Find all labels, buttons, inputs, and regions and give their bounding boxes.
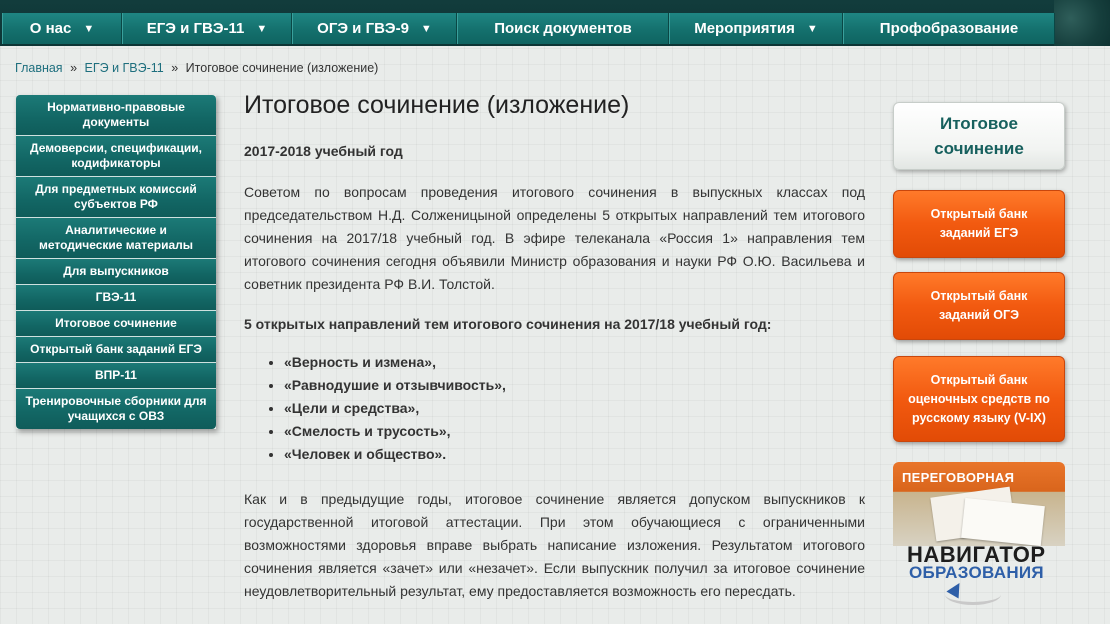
chevron-down-icon: ▼ xyxy=(806,22,818,35)
sidebar-item-essay[interactable]: Итоговое сочинение xyxy=(16,311,216,337)
open-bank-ege-button[interactable] xyxy=(893,190,1065,258)
list-item: • «Человек и общество». xyxy=(284,443,865,466)
directions-list xyxy=(244,351,865,466)
sidebar-item-normative[interactable]: Нормативно-правовые документы xyxy=(16,95,216,136)
nav-item-ege[interactable] xyxy=(122,13,292,44)
breadcrumb-separator: » xyxy=(171,61,179,75)
sidebar-menu xyxy=(16,95,216,429)
sidebar-item-open-bank-ege[interactable]: Открытый банк заданий ЕГЭ xyxy=(16,337,216,363)
sidebar-item-vpr11[interactable]: ВПР-11 xyxy=(16,363,216,389)
nav-item-label: Мероприятия xyxy=(694,20,795,37)
banner-photo xyxy=(893,462,1065,546)
sidebar-item-analytics[interactable]: Аналитические и методические материалы xyxy=(16,218,216,259)
breadcrumb-current: Итоговое сочинение (изложение) xyxy=(185,61,379,75)
nav-item-search-docs[interactable] xyxy=(457,13,669,44)
chevron-down-icon: ▼ xyxy=(420,22,432,35)
nav-item-label: ЕГЭ и ГВЭ-11 xyxy=(146,20,245,37)
breadcrumb-separator: » xyxy=(70,61,78,75)
breadcrumb-home[interactable]: Главная xyxy=(15,61,63,75)
list-item: • «Цели и средства», xyxy=(284,397,865,420)
main-content xyxy=(244,88,865,603)
sidebar-item-ovz[interactable]: Тренировочные сборники для учащихся с ОВЗ xyxy=(16,389,216,429)
nav-item-label: Профобразование xyxy=(879,20,1019,37)
nav-item-label: ОГЭ и ГВЭ-9 xyxy=(317,20,409,37)
button-label: Открытый банк заданий ЕГЭ xyxy=(930,207,1028,240)
sidebar-item-demo[interactable]: Демоверсии, спецификации, кодификаторы xyxy=(16,136,216,177)
closing-paragraph: Как и в предыдущие годы, итоговое сочинение является допуском выпускников к государственной итоговой аттестации. При этом обучающиеся с ограниченными возможностями здоровья вправе выбрать написание изложения. Результатом итогового сочинения является «зачет» или «незачет». Если выпускник получил за итоговое сочинение неудовлетворительный результат, ему предоставляется возможность его пересдать. xyxy=(244,491,865,599)
essay-banner-label: Итоговое сочинение xyxy=(934,114,1024,158)
nav-item-events[interactable] xyxy=(669,13,843,44)
list-item: • «Верность и измена», xyxy=(284,351,865,374)
chevron-down-icon: ▼ xyxy=(256,22,268,35)
year-heading: 2017-2018 учебный год xyxy=(244,143,403,159)
chevron-down-icon: ▼ xyxy=(83,22,95,35)
breadcrumb-section[interactable]: ЕГЭ и ГВЭ-11 xyxy=(84,61,164,75)
nav-item-label: Поиск документов xyxy=(494,20,632,37)
page-title: Итоговое сочинение (изложение) xyxy=(244,91,630,119)
essay-banner-button[interactable] xyxy=(893,102,1065,170)
nav-item-about[interactable] xyxy=(2,13,122,44)
list-item: • «Смелость и трусость», xyxy=(284,420,865,443)
nav-item-oge[interactable] xyxy=(292,13,457,44)
breadcrumb xyxy=(15,61,378,75)
directions-heading: 5 открытых направлений тем итогового сочинения на 2017/18 учебный год: xyxy=(244,316,772,332)
nav-item-prof[interactable] xyxy=(843,13,1055,44)
sidebar-item-gve11[interactable]: ГВЭ-11 xyxy=(16,285,216,311)
button-label: Открытый банк оценочных средств по русскому языку (V-IX) xyxy=(908,372,1050,425)
nav-item-label: О нас xyxy=(29,20,72,37)
top-bar xyxy=(0,0,1110,46)
banner-title-line1: НАВИГАТОР xyxy=(907,542,1046,567)
open-bank-oge-button[interactable] xyxy=(893,272,1065,340)
main-nav xyxy=(2,13,1055,44)
header-decoration xyxy=(1054,0,1110,46)
banner-label: ПЕРЕГОВОРНАЯ xyxy=(902,470,1015,485)
navigator-banner[interactable] xyxy=(893,462,1065,612)
right-column xyxy=(893,102,1065,442)
banner-title-line2: ОБРАЗОВАНИЯ xyxy=(909,563,1044,582)
open-bank-russian-button[interactable] xyxy=(893,356,1065,442)
button-label: Открытый банк заданий ОГЭ xyxy=(930,289,1028,322)
sidebar-item-graduates[interactable]: Для выпускников xyxy=(16,259,216,285)
list-item: • «Равнодушие и отзывчивость», xyxy=(284,374,865,397)
sidebar-item-commissions[interactable]: Для предметных комиссий субъектов РФ xyxy=(16,177,216,218)
paper-illustration xyxy=(961,498,1045,546)
intro-paragraph: Советом по вопросам проведения итогового сочинения в выпускных классах под председательством Н.Д. Солженицыной определены 5 открытых направлений тем итогового сочинения на 2017/18 учебный год. В эфире телеканала «Россия 1» направления тем итогового сочинения сегодня объявили Министр образования и науки РФ О.Ю. Васильева и советник президента РФ В.И. Толстой. xyxy=(244,184,865,292)
